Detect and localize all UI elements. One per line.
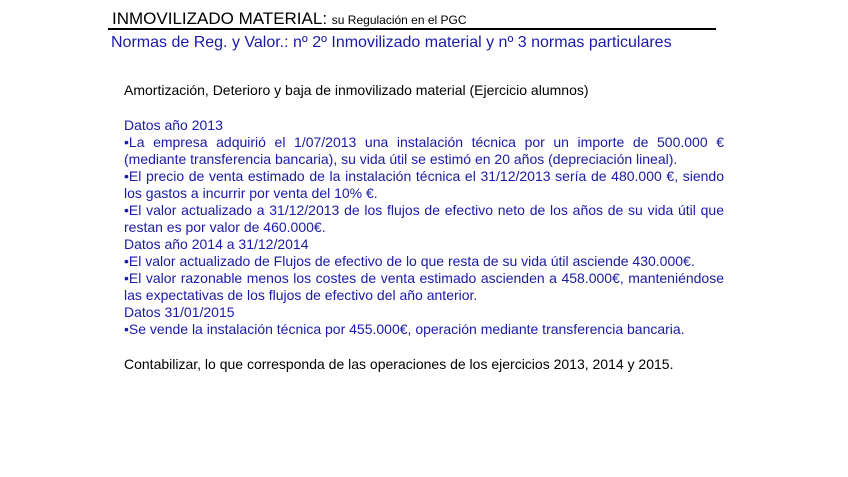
slide-subtitle: Normas de Reg. y Valor.: nº 2º Inmovilizado material y nº 3 normas particulares [111,34,672,51]
slide-title-sub: su Regulación en el PGC [331,13,467,27]
bullet-2014-cash-flows: •El valor actualizado de Flujos de efectivo de lo que resta de su vida útil asciende 430.000€. [124,253,695,269]
slide-body [124,82,724,373]
exercise-intro: Amortización, Deterioro y baja de inmovilizado material (Ejercicio alumnos) [124,82,589,98]
exercise-instruction: Contabilizar, lo que corresponda de las operaciones de los ejercicios 2013, 2014 y 2015. [124,356,674,372]
section-heading-2013: Datos año 2013 [124,117,223,133]
section-heading-2015: Datos 31/01/2015 [124,304,235,320]
title-divider [108,28,716,30]
bullet-2015-sale: •Se vende la instalación técnica por 455.000€, operación mediante transferencia bancaria. [124,321,685,337]
slide-title-main: INMOVILIZADO MATERIAL: [112,9,328,28]
slide-title [112,9,467,30]
bullet-2014-fair-value: •El valor razonable menos los costes de venta estimado ascienden a 458.000€, manteniéndose las expectativas de los flujos de efectivo del año anterior. [124,270,724,303]
bullet-2013-sale-price: •El precio de venta estimado de la instalación técnica el 31/12/2013 sería de 480.000 €, siendo los gastos a incurrir por venta del 10% €. [124,168,724,201]
bullet-2013-purchase: •La empresa adquirió el 1/07/2013 una instalación técnica por un importe de 500.000 € (mediante transferencia bancaria), su vida útil se estimó en 20 años (depreciación lineal). [124,134,724,167]
bullet-2013-cash-flows: •El valor actualizado a 31/12/2013 de los flujos de efectivo neto de los años de su vida útil que restan es por valor de 460.000€. [124,202,724,235]
section-heading-2014: Datos año 2014 a 31/12/2014 [124,236,309,252]
